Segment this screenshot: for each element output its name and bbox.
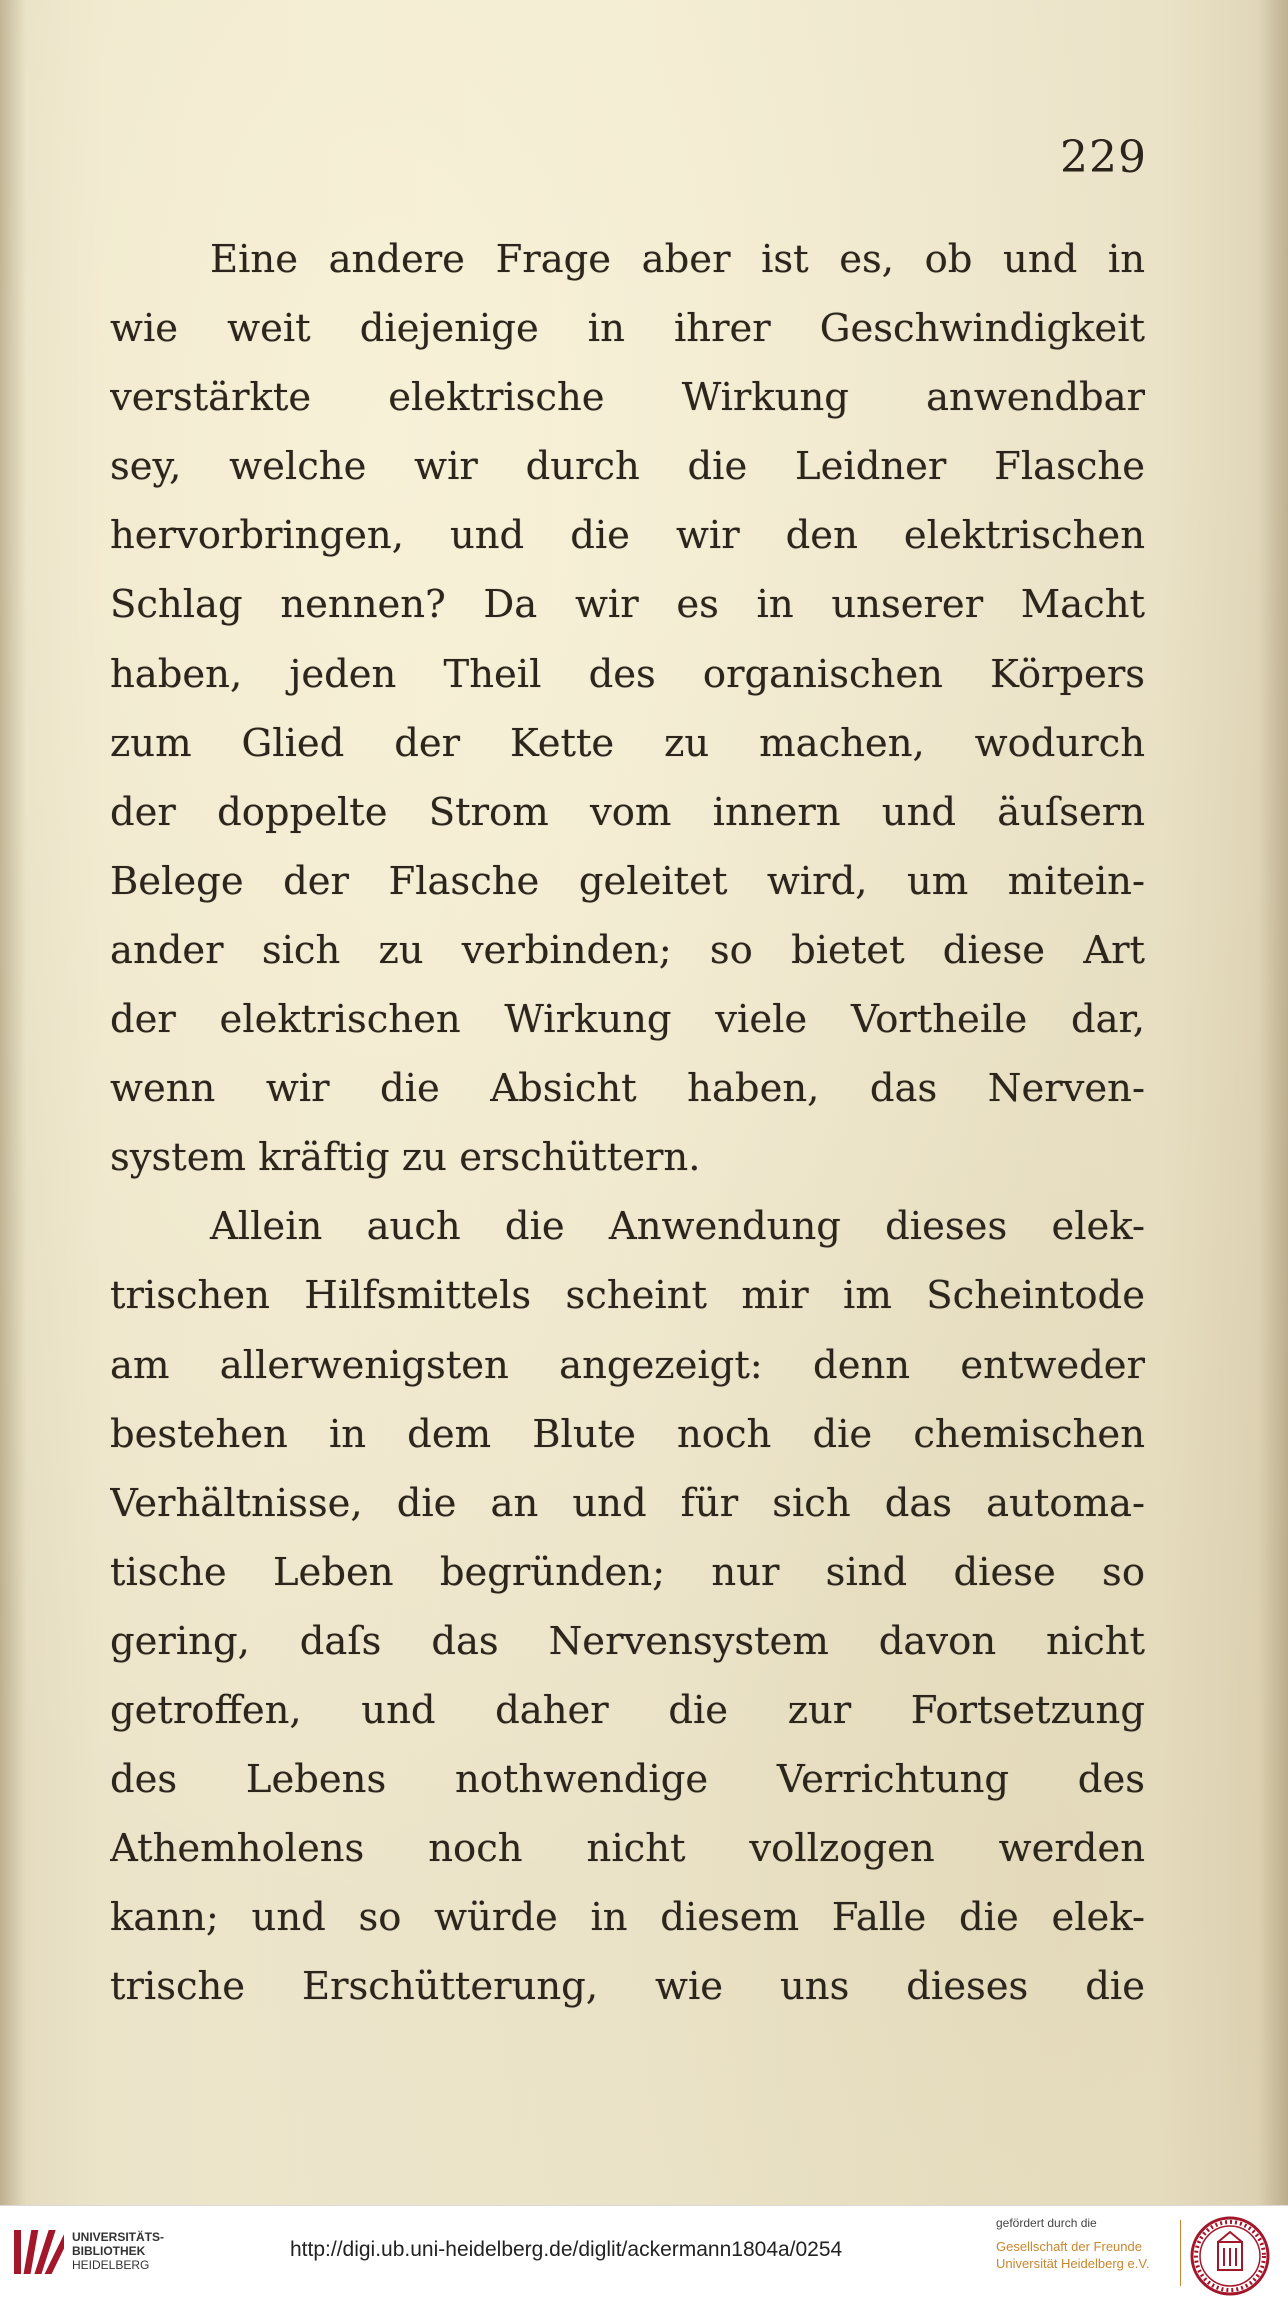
text-line: wenn wir die Absicht haben, das Nerven- xyxy=(110,1066,1145,1112)
body-text xyxy=(110,225,1145,2021)
sponsor-name-line: Universität Heidelberg e.V. xyxy=(996,2256,1150,2271)
sponsor-name[interactable] xyxy=(990,2238,1170,2272)
permalink-url[interactable]: http://digi.ub.uni-heidelberg.de/diglit/ackermann1804a/0254 xyxy=(290,2238,843,2261)
text-line: der doppelte Strom vom innern und äuſsern xyxy=(110,789,1145,835)
text-line: am allerwenigsten angezeigt: denn entweder xyxy=(110,1342,1145,1388)
text-line: hervorbringen, und die wir den elektrischen xyxy=(110,513,1145,559)
footer-bar xyxy=(0,2205,1288,2297)
library-name xyxy=(72,2230,164,2272)
text-line: haben, jeden Theil des organischen Körpers xyxy=(110,651,1145,697)
text-line: system kräftig zu erschüttern. xyxy=(110,1135,701,1181)
text-line: der elektrischen Wirkung viele Vortheile dar, xyxy=(110,997,1145,1043)
text-line: kann; und so würde in diesem Falle die elek- xyxy=(110,1895,1145,1941)
text-line: wie weit diejenige in ihrer Geschwindigkeit xyxy=(110,306,1145,352)
text-line: Belege der Flasche geleitet wird, um mitein- xyxy=(110,858,1145,904)
library-name-line: UNIVERSITÄTS- xyxy=(72,2230,165,2244)
text-line: zum Glied der Kette zu machen, wodurch xyxy=(110,720,1145,766)
sponsor-block xyxy=(990,2216,1170,2272)
text-line: gering, daſs das Nervensystem davon nicht xyxy=(110,1618,1145,1664)
text-line: bestehen in dem Blute noch die chemischen xyxy=(110,1411,1145,1457)
text-line: getroffen, und daher die zur Fortsetzung xyxy=(110,1687,1145,1733)
library-name-line: HEIDELBERG xyxy=(72,2258,150,2272)
text-line: trischen Hilfsmittels scheint mir im Scheintode xyxy=(110,1273,1145,1319)
text-line: tische Leben begründen; nur sind diese so xyxy=(110,1549,1145,1595)
university-seal-icon xyxy=(1188,2214,1272,2298)
text-line: trische Erschütterung, wie uns dieses die xyxy=(110,1964,1145,2010)
text-line: sey, welche wir durch die Leidner Flasche xyxy=(110,444,1145,490)
text-line: des Lebens nothwendige Verrichtung des xyxy=(110,1757,1145,1803)
sponsor-intro: gefördert durch die xyxy=(996,2216,1097,2230)
ub-heidelberg-logo-icon[interactable] xyxy=(12,2226,64,2278)
text-line: Verhältnisse, die an und für sich das automa- xyxy=(110,1480,1145,1526)
library-name-line: BIBLIOTHEK xyxy=(72,2244,146,2258)
text-line: Schlag nennen? Da wir es in unserer Macht xyxy=(110,582,1145,628)
text-line: ander sich zu verbinden; so bietet diese Art xyxy=(110,927,1145,973)
sponsor-name-line: Gesellschaft der Freunde xyxy=(996,2239,1142,2254)
footer-divider xyxy=(1180,2220,1181,2286)
text-line: Allein auch die Anwendung dieses elek- xyxy=(210,1204,1145,1250)
text-line: verstärkte elektrische Wirkung anwendbar xyxy=(110,375,1145,421)
text-line: Athemholens noch nicht vollzogen werden xyxy=(110,1826,1145,1872)
text-line: Eine andere Frage aber ist es, ob und in xyxy=(210,237,1145,282)
page-number: 229 xyxy=(1060,132,1147,183)
